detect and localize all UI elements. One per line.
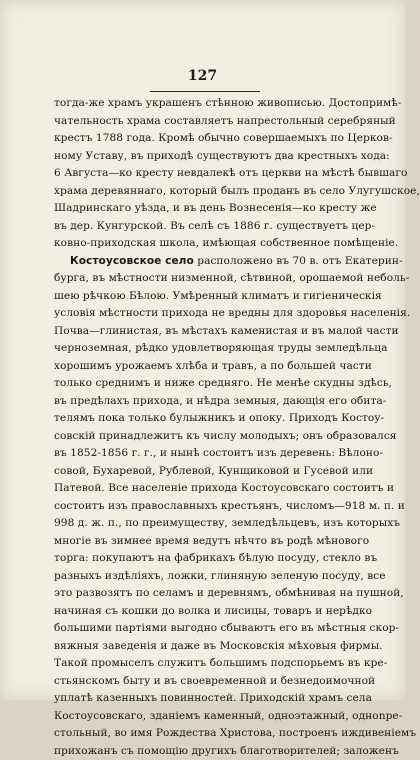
line-text: Костоусовскаго, зданіемъ каменный, одноэтажный, одноnре- bbox=[54, 710, 402, 722]
text-line bbox=[54, 603, 362, 621]
line-text: торга: покупаютъ на фабрикахъ бѣлую посуду, стекло въ bbox=[54, 552, 377, 564]
text-line bbox=[54, 638, 362, 656]
line-text: крестъ 1788 года. Кромѣ обычно совершаемыхъ по Церков- bbox=[54, 132, 393, 144]
line-text: совой, Бухаревой, Рублевой, Кунщиковой и Гусевой или bbox=[54, 465, 373, 477]
text-line bbox=[54, 130, 362, 148]
text-line bbox=[54, 708, 362, 726]
line-text: стьянскомъ быту и въ своевременной и безнедоимочной bbox=[54, 675, 375, 687]
text-line bbox=[54, 305, 362, 323]
text-line bbox=[54, 463, 362, 481]
line-text: въ дер. Кунгурской. Въ селѣ съ 1886 г. существуетъ цер- bbox=[54, 220, 375, 232]
text-line bbox=[54, 620, 362, 638]
text-line bbox=[54, 743, 362, 760]
text-line bbox=[54, 410, 362, 428]
line-text: Такой промыселъ служитъ большимъ подспорьемъ въ кре- bbox=[54, 657, 387, 669]
text-line bbox=[54, 515, 362, 533]
text-line bbox=[54, 585, 362, 603]
text-line bbox=[54, 480, 362, 498]
text-line bbox=[54, 725, 362, 743]
text-line bbox=[54, 235, 362, 253]
header-rule bbox=[150, 91, 260, 92]
text-line bbox=[54, 113, 362, 131]
text-line bbox=[54, 95, 362, 113]
line-text: 6 Августа—ко кресту невдалекѣ отъ церкви на мѣстѣ бывшаго bbox=[54, 167, 407, 179]
line-text: большими партіями выгодно сбываютъ его въ мѣстныя скор- bbox=[54, 622, 399, 634]
line-text: 998 д. ж. п., по преимуществу, земледѣльцевъ, изъ которыхъ bbox=[54, 517, 400, 529]
line-text: разныхъ издѣліяхъ, ложки, глиняную зеленую посуду, все bbox=[54, 570, 386, 582]
line-text: уплатѣ казенныхъ повинностей. Приходскій храмъ села bbox=[54, 692, 372, 704]
line-text: чательность храма составляетъ напрестольный серебряный bbox=[54, 115, 396, 127]
text-line bbox=[54, 270, 362, 288]
line-text: условія мѣстности прихода не вредны для здоровья населенія. bbox=[54, 307, 410, 319]
text-line bbox=[54, 253, 362, 271]
line-text: это развозятъ по селамъ и деревнямъ, обмѣнивая на пушной, bbox=[54, 587, 404, 599]
line-text: хорошимъ урожаемъ хлѣба и травъ, а по большей части bbox=[54, 360, 372, 372]
section-heading: Костоусовское село bbox=[70, 255, 194, 267]
text-line bbox=[54, 218, 362, 236]
line-text: бурга, въ мѣстности низменной, сѣтвиной, орошаемой неболь- bbox=[54, 272, 409, 284]
line-text: черноземная, рѣдко удовлетворяющая труды земледѣльца bbox=[54, 342, 387, 354]
text-line bbox=[54, 393, 362, 411]
text-line bbox=[54, 288, 362, 306]
body-text bbox=[54, 95, 362, 760]
line-text: Почва—глинистая, въ мѣстахъ каменистая и въ малой части bbox=[54, 325, 399, 337]
line-text: многіе въ зимнее время ведутъ нѣчто въ родѣ мѣнового bbox=[54, 535, 369, 547]
text-line bbox=[54, 183, 362, 201]
text-line bbox=[54, 375, 362, 393]
line-text: въ 1852-1856 г. г., и нынѣ состоитъ изъ деревень: Вѣлоно- bbox=[54, 447, 383, 459]
line-text: совскій принадлежитъ къ числу молодыхъ; онъ образовался bbox=[54, 430, 397, 442]
text-line bbox=[54, 428, 362, 446]
line-text: прихожанъ съ помощію другихъ благотворителей; заложенъ bbox=[54, 745, 399, 757]
line-text: ному Уставу, въ приходѣ существуютъ два крестныхъ хода: bbox=[54, 150, 390, 162]
line-text: телямъ пока только булыжникъ и опоку. Приходъ Костоу- bbox=[54, 412, 384, 424]
text-line bbox=[54, 550, 362, 568]
text-line bbox=[54, 533, 362, 551]
line-text: начиная съ кошки до волка и лисицы, товаръ и нерѣдко bbox=[54, 605, 372, 617]
text-line bbox=[54, 655, 362, 673]
line-text: только среднимъ и ниже средняго. Не менѣе скудны здѣсь, bbox=[54, 377, 392, 389]
text-line bbox=[54, 690, 362, 708]
text-line bbox=[54, 445, 362, 463]
text-line bbox=[54, 568, 362, 586]
line-text: Патевой. Все населеніе прихода Костоусовскаго состоитъ и bbox=[54, 482, 394, 494]
line-text: храма деревяннаго, который былъ проданъ въ село Улугушское, bbox=[54, 185, 420, 197]
text-line bbox=[54, 673, 362, 691]
line-text: состоитъ изъ православныхъ крестьянъ, числомъ—918 м. п. и bbox=[54, 500, 405, 512]
line-text: Шадринскаго уѣзда, и въ день Вознесенія—ко кресту же bbox=[54, 202, 377, 214]
text-line bbox=[54, 323, 362, 341]
text-line bbox=[54, 340, 362, 358]
text-line bbox=[54, 200, 362, 218]
line-text: стольный, во имя Рождества Христова, построенъ иждивеніемъ bbox=[54, 727, 416, 739]
line-text: ковно-приходская школа, имѣющая собственное помѣщеніе. bbox=[54, 237, 398, 249]
text-line bbox=[54, 498, 362, 516]
text-line bbox=[54, 148, 362, 166]
line-text: тогда-же храмъ украшенъ стѣнною живописью. Достопримѣ- bbox=[54, 97, 401, 109]
line-text: расположено въ 70 в. отъ Екатерин- bbox=[197, 255, 402, 267]
line-text: въ предѣлахъ прихода, и нѣдра земныя, дающія его обита- bbox=[54, 395, 386, 407]
page-number: 127 bbox=[0, 68, 405, 84]
line-text: вяжныя заведенія и даже въ Московскія мѣховыя фирмы. bbox=[54, 640, 383, 652]
line-text: шею рѣчкою Бѣлою. Умѣренный климатъ и гигіеническія bbox=[54, 290, 382, 302]
text-line bbox=[54, 165, 362, 183]
text-line bbox=[54, 358, 362, 376]
